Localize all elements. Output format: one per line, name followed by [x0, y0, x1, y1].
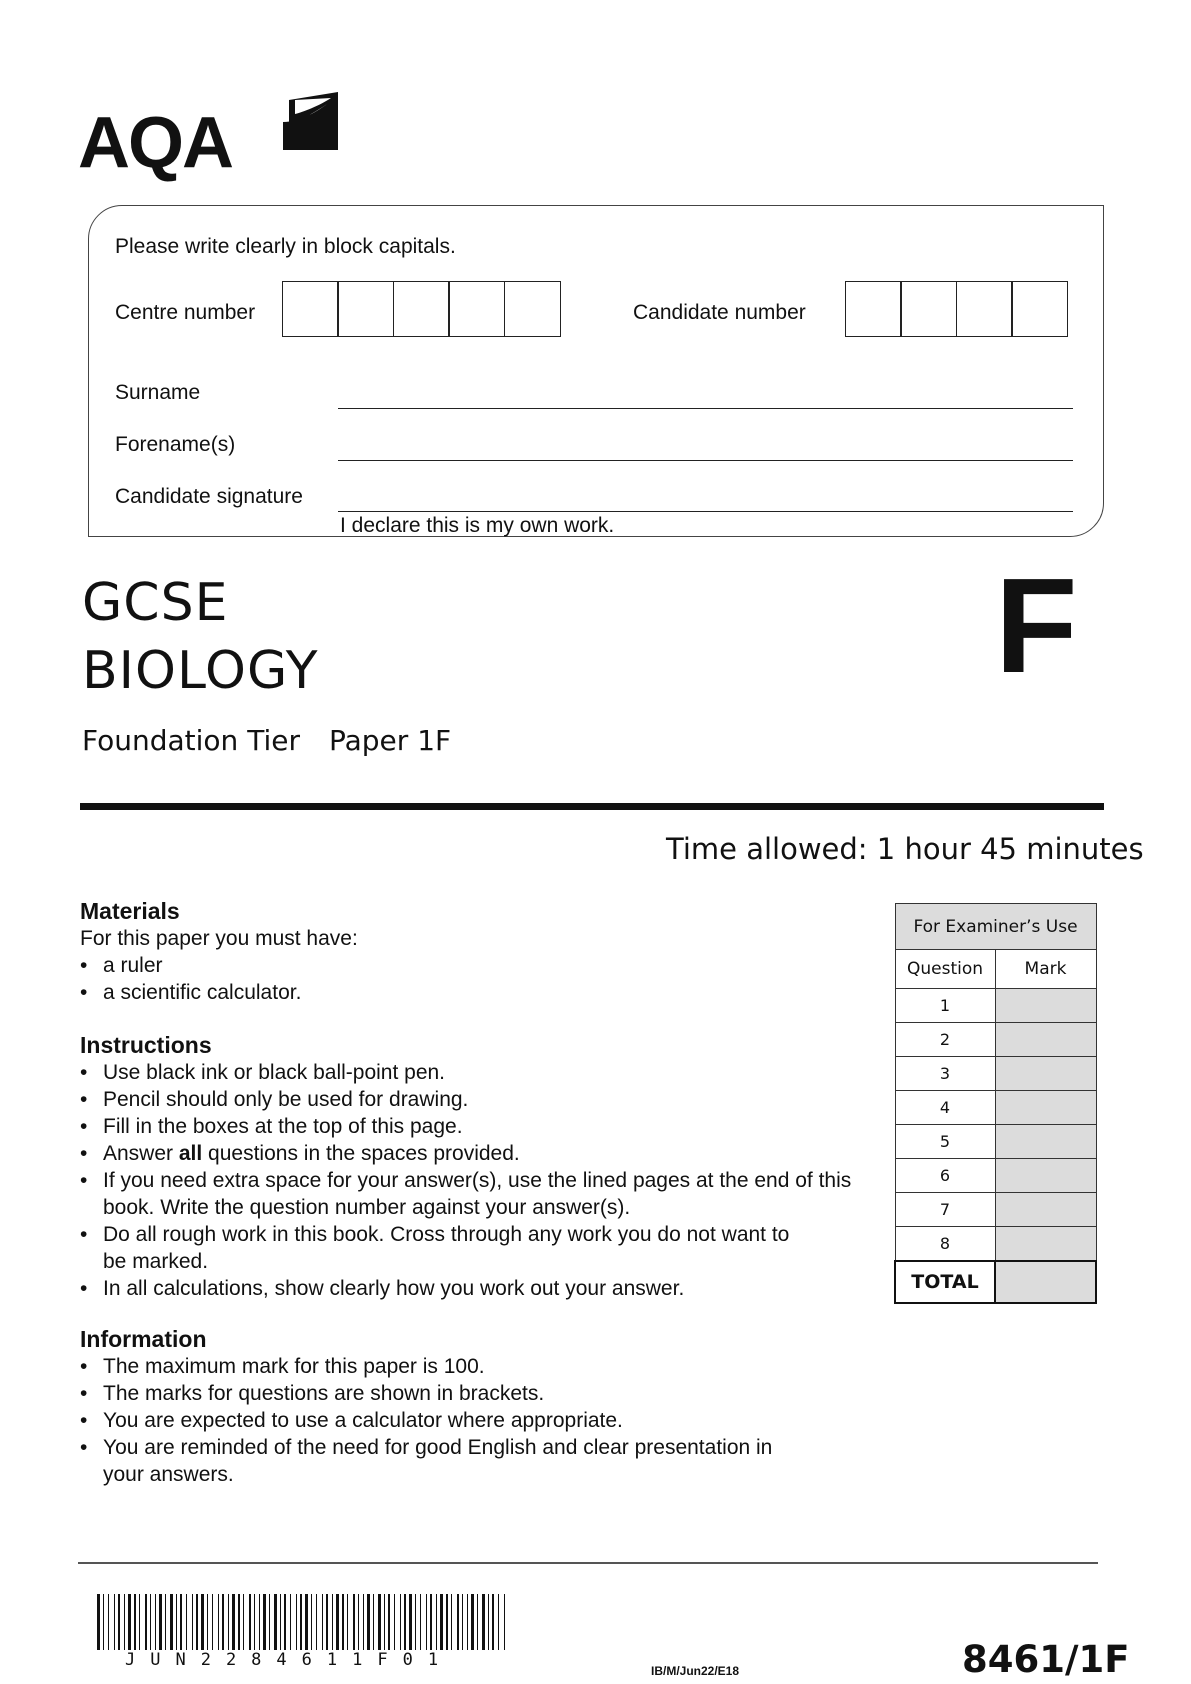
tier-label: Foundation Tier [82, 724, 300, 757]
list-item: • In all calculations, show clearly how you work out your answer. [80, 1275, 875, 1302]
barcode-bar [363, 1594, 364, 1650]
barcode-bar [451, 1594, 452, 1650]
time-allowed: Time allowed: 1 hour 45 minutes [666, 832, 1144, 866]
barcode-bar [311, 1594, 312, 1650]
qualification-title: GCSE [82, 573, 229, 633]
barcode-bar [155, 1594, 156, 1650]
barcode-bar [139, 1594, 140, 1650]
total-row [895, 1261, 1096, 1303]
forename-label: Forename(s) [115, 433, 236, 456]
block-capitals-instruction: Please write clearly in block capitals. [115, 235, 456, 258]
barcode-bar [176, 1594, 177, 1650]
examiner-use-table [894, 903, 1097, 1304]
answer-all-after: questions in the spaces provided. [202, 1142, 520, 1165]
materials-list [80, 952, 870, 1006]
centre-number-label: Centre number [115, 301, 256, 324]
instructions-list [80, 1059, 875, 1302]
table-row [895, 989, 1096, 1023]
barcode-bar [114, 1594, 115, 1650]
barcode-bar [378, 1594, 381, 1650]
barcode-bar [259, 1594, 260, 1650]
barcode-bar [150, 1594, 151, 1650]
barcode-image [97, 1594, 507, 1650]
list-item: • You are reminded of the need for good English and clear presentation in your answers. [80, 1434, 803, 1488]
candidate-number-boxes [846, 281, 1068, 337]
list-item: • a ruler [80, 952, 870, 979]
barcode-bar [196, 1594, 198, 1650]
list-item: • If you need extra space for your answer(s), use the lined pages at the end of this book. Write the question number against your answer(s). [80, 1167, 875, 1221]
instructions-heading: Instructions [80, 1032, 212, 1058]
barcode-bar [243, 1594, 244, 1650]
list-item: • The marks for questions are shown in brackets. [80, 1380, 820, 1407]
barcode-bar [192, 1594, 193, 1650]
barcode-bar [222, 1594, 224, 1650]
barcode-bar [492, 1594, 494, 1650]
barcode-bar [201, 1594, 204, 1650]
barcode-bar [367, 1594, 370, 1650]
barcode-bar [504, 1594, 505, 1650]
barcode-bar [388, 1594, 390, 1650]
mark-cell [995, 1193, 1096, 1227]
barcode-bar [124, 1594, 125, 1650]
barcode-bar [436, 1594, 437, 1650]
barcode-bar [263, 1594, 266, 1650]
barcode-bar [118, 1594, 120, 1650]
table-row [895, 1159, 1096, 1193]
barcode-bar [498, 1594, 499, 1650]
barcode-bar [409, 1594, 412, 1650]
barcode-bar [332, 1594, 333, 1650]
barcode-bar [400, 1594, 401, 1650]
mark-cell [995, 1091, 1096, 1125]
barcode-bar [462, 1594, 463, 1650]
barcode-bar [440, 1594, 443, 1650]
barcode-bar [446, 1594, 448, 1650]
footer-divider [78, 1562, 1098, 1564]
mark-cell [995, 1125, 1096, 1159]
aqa-logo [78, 92, 348, 187]
mark-cell [995, 1057, 1096, 1091]
paper-label: Paper 1F [329, 724, 452, 757]
barcode-bar [471, 1594, 474, 1650]
table-row [895, 1091, 1096, 1125]
barcode-bar [97, 1594, 100, 1650]
barcode-bar [186, 1594, 187, 1650]
barcode-bar [326, 1594, 328, 1650]
instructions-section [80, 1032, 875, 1302]
question-number: 3 [895, 1057, 995, 1091]
forename-field[interactable] [338, 460, 1073, 461]
barcode-bar [467, 1594, 468, 1650]
centre-digit-box[interactable] [393, 281, 450, 337]
header-divider [80, 803, 1104, 810]
materials-section [80, 898, 870, 1006]
barcode-bar [457, 1594, 459, 1650]
barcode-bar [305, 1594, 308, 1650]
barcode-bar [477, 1594, 478, 1650]
barcode-bar [384, 1594, 385, 1650]
barcode-bar [373, 1594, 374, 1650]
barcode-bar [165, 1594, 166, 1650]
table-row [895, 1023, 1096, 1057]
list-item: • Use black ink or black ball-point pen. [80, 1059, 875, 1086]
mark-cell [995, 1159, 1096, 1193]
barcode-number: JUN2284611F01 [125, 1650, 454, 1670]
candidate-digit-box[interactable] [1011, 281, 1068, 337]
barcode-bar [212, 1594, 213, 1650]
information-list [80, 1353, 820, 1488]
table-row [895, 1227, 1096, 1262]
barcode-bar [249, 1594, 251, 1650]
question-column-header: Question [895, 950, 995, 989]
table-row [895, 1193, 1096, 1227]
answer-all-emphasis: all [178, 1142, 203, 1165]
candidate-number-label: Candidate number [633, 301, 806, 324]
examiner-table-title: For Examiner’s Use [895, 904, 1096, 950]
list-item: • You are expected to use a calculator where appropriate. [80, 1407, 820, 1434]
barcode-bar [280, 1594, 281, 1650]
question-number: 7 [895, 1193, 995, 1227]
barcode-bar [420, 1594, 421, 1650]
mark-cell [995, 1227, 1096, 1262]
barcode-bar [159, 1594, 162, 1650]
barcode-bar [274, 1594, 277, 1650]
barcode-bar [358, 1594, 359, 1650]
question-number: 2 [895, 1023, 995, 1057]
surname-field[interactable] [338, 408, 1073, 409]
barcode-bar [296, 1594, 297, 1650]
materials-heading: Materials [80, 898, 180, 924]
candidate-digit-box[interactable] [845, 281, 902, 337]
mark-cell [995, 1023, 1096, 1057]
list-item: • Fill in the boxes at the top of this page. [80, 1113, 875, 1140]
materials-intro: For this paper you must have: [80, 927, 358, 950]
barcode-bar [316, 1594, 317, 1650]
barcode-bar [103, 1594, 104, 1650]
mark-column-header: Mark [995, 950, 1096, 989]
signature-label: Candidate signature [115, 485, 303, 508]
barcode-bar [290, 1594, 291, 1650]
barcode-bar [134, 1594, 136, 1650]
barcode-bar [145, 1594, 147, 1650]
surname-label: Surname [115, 381, 201, 404]
logo-leaf-icon [283, 92, 343, 154]
barcode-bar [218, 1594, 219, 1650]
question-number: 4 [895, 1091, 995, 1125]
barcode-bar [254, 1594, 255, 1650]
subject-title: BIOLOGY [82, 641, 319, 701]
signature-field[interactable] [338, 511, 1073, 512]
question-number: 5 [895, 1125, 995, 1159]
barcode-bar [128, 1594, 131, 1650]
barcode-bar [482, 1594, 485, 1650]
barcode-bar [207, 1594, 208, 1650]
barcode-bar [322, 1594, 323, 1650]
barcode-bar [180, 1594, 182, 1650]
barcode-bar [284, 1594, 286, 1650]
paper-code: 8461/1F [962, 1638, 1130, 1681]
barcode-bar [170, 1594, 173, 1650]
barcode-bar [336, 1594, 339, 1650]
candidate-digit-box[interactable] [900, 281, 957, 337]
barcode-bar [426, 1594, 427, 1650]
list-item [80, 1140, 875, 1167]
table-row [895, 1125, 1096, 1159]
centre-digit-box[interactable] [282, 281, 339, 337]
question-number: 8 [895, 1227, 995, 1262]
barcode-bar [430, 1594, 432, 1650]
barcode-bar [347, 1594, 348, 1650]
centre-number-boxes [283, 281, 561, 337]
barcode-bar [108, 1594, 109, 1650]
declaration-text: I declare this is my own work. [340, 514, 615, 537]
barcode-bar [228, 1594, 229, 1650]
question-number: 1 [895, 989, 995, 1023]
barcode-bar [404, 1594, 406, 1650]
barcode-bar [353, 1594, 355, 1650]
candidate-digit-box[interactable] [956, 281, 1013, 337]
centre-digit-box[interactable] [337, 281, 394, 337]
total-label: TOTAL [895, 1261, 995, 1303]
barcode-bar [342, 1594, 344, 1650]
list-item: • The maximum mark for this paper is 100. [80, 1353, 820, 1380]
logo-wordmark: AQA [78, 103, 232, 183]
list-item: • a scientific calculator. [80, 979, 870, 1006]
information-heading: Information [80, 1326, 207, 1352]
total-mark-cell [995, 1261, 1096, 1303]
candidate-details-box [88, 205, 1104, 537]
barcode-bar [238, 1594, 240, 1650]
barcode-bar [415, 1594, 416, 1650]
barcode-bar [488, 1594, 489, 1650]
list-item: • Pencil should only be used for drawing. [80, 1086, 875, 1113]
centre-digit-box[interactable] [448, 281, 505, 337]
table-row [895, 1057, 1096, 1091]
list-item: • Do all rough work in this book. Cross through any work you do not want to be marked. [80, 1221, 813, 1275]
document-reference: IB/M/Jun22/E18 [651, 1664, 740, 1678]
question-number: 6 [895, 1159, 995, 1193]
barcode-bar [232, 1594, 235, 1650]
centre-digit-box[interactable] [504, 281, 561, 337]
barcode-bar [394, 1594, 395, 1650]
information-section [80, 1326, 820, 1488]
tier-letter: F [995, 550, 1078, 701]
barcode-bar [300, 1594, 302, 1650]
answer-all-before: Answer [103, 1142, 179, 1165]
mark-cell [995, 989, 1096, 1023]
barcode-bar [269, 1594, 270, 1650]
